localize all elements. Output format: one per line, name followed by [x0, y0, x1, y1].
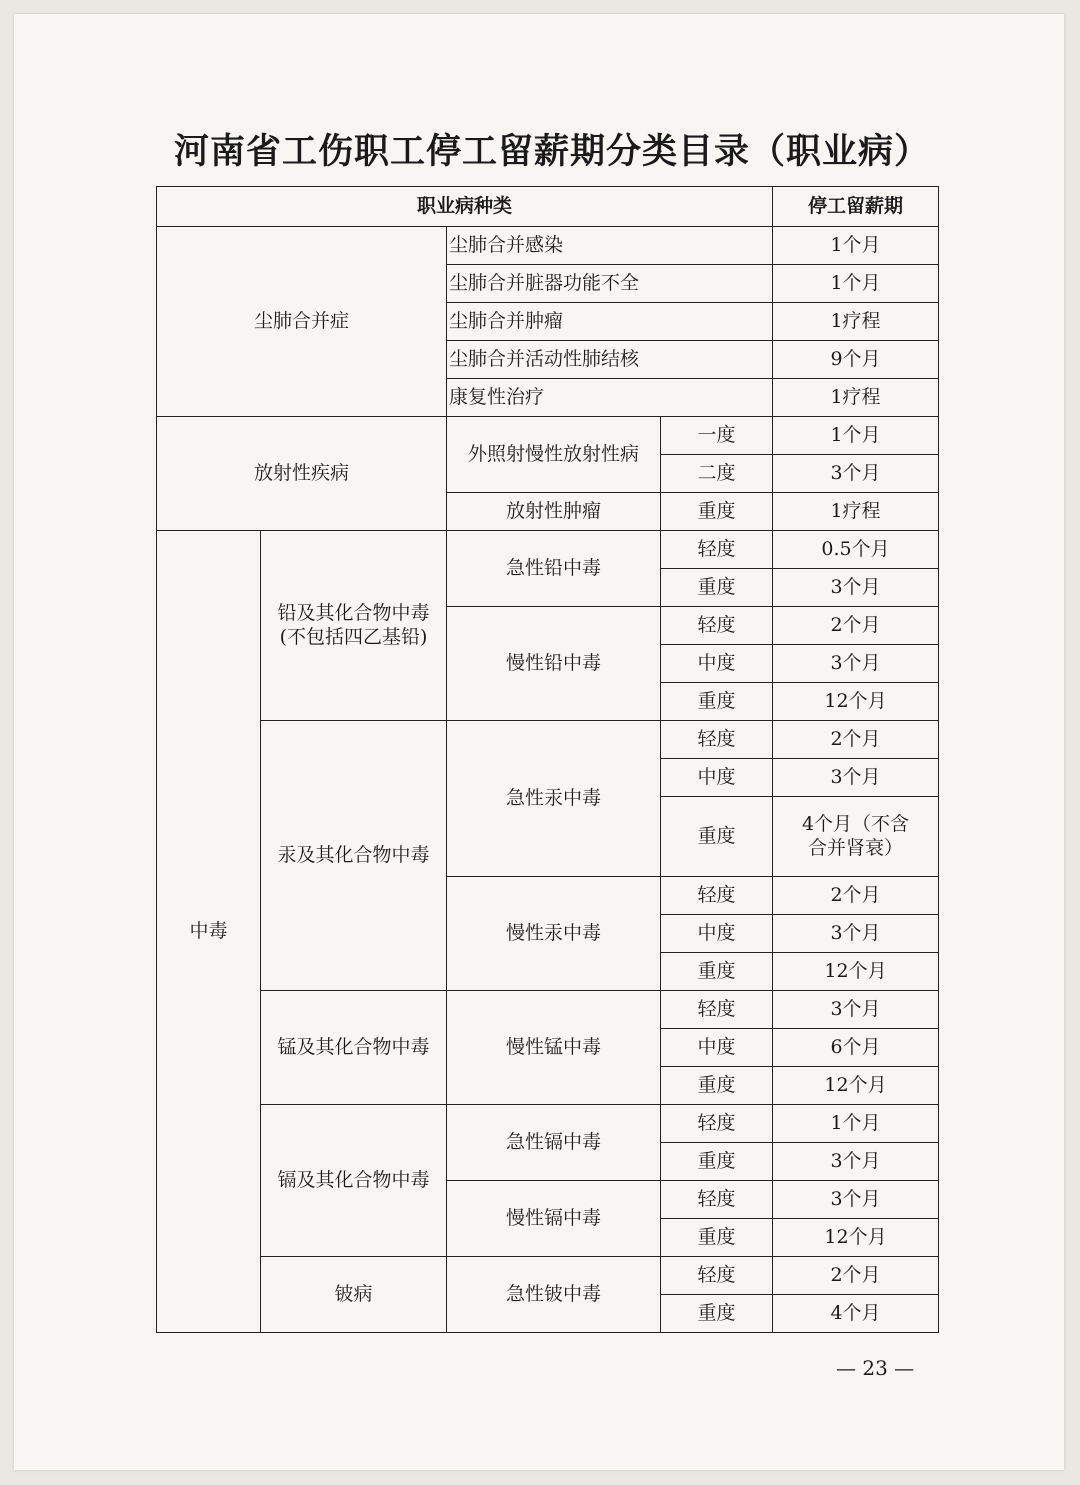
disease-name: 急性汞中毒 — [447, 721, 661, 877]
disease-name: 慢性镉中毒 — [447, 1181, 661, 1257]
table-row — [157, 531, 939, 569]
grade-value: 轻度 — [661, 1257, 773, 1295]
page-number: — 23 — — [836, 1356, 915, 1380]
document-title: 河南省工伤职工停工留薪期分类目录（职业病） — [174, 131, 931, 172]
grade-value: 重度 — [661, 1295, 773, 1333]
manganese-group: 锰及其化合物中毒 — [261, 991, 447, 1105]
lead-group: 铅及其化合物中毒 (不包括四乙基铅) — [261, 531, 447, 721]
period-value: 4个月 — [773, 1295, 939, 1333]
grade-value: 重度 — [661, 797, 773, 877]
grade-value: 轻度 — [661, 1181, 773, 1219]
grade-value: 重度 — [661, 569, 773, 607]
period-value: 3个月 — [773, 645, 939, 683]
table-row — [157, 1257, 939, 1295]
document-page — [14, 14, 1064, 1470]
grade-value: 中度 — [661, 759, 773, 797]
grade-value: 轻度 — [661, 1105, 773, 1143]
classification-table — [156, 186, 939, 1333]
poisoning-group: 中毒 — [157, 531, 261, 1333]
beryllium-group: 铍病 — [261, 1257, 447, 1333]
disease-name: 尘肺合并感染 — [447, 227, 773, 265]
disease-name: 慢性锰中毒 — [447, 991, 661, 1105]
period-value: 12个月 — [773, 1219, 939, 1257]
cadmium-group: 镉及其化合物中毒 — [261, 1105, 447, 1257]
period-value: 3个月 — [773, 569, 939, 607]
period-value: 1个月 — [773, 417, 939, 455]
grade-value: 重度 — [661, 683, 773, 721]
period-value: 12个月 — [773, 1067, 939, 1105]
pneumo-group: 尘肺合并症 — [157, 227, 447, 417]
period-value: 3个月 — [773, 759, 939, 797]
disease-name: 慢性铅中毒 — [447, 607, 661, 721]
grade-value: 一度 — [661, 417, 773, 455]
radiation-group: 放射性疾病 — [157, 417, 447, 531]
table-row — [157, 1105, 939, 1143]
disease-name: 尘肺合并肿瘤 — [447, 303, 773, 341]
period-value: 1疗程 — [773, 379, 939, 417]
period-value: 1个月 — [773, 1105, 939, 1143]
grade-value: 二度 — [661, 455, 773, 493]
period-value: 2个月 — [773, 721, 939, 759]
table-row — [157, 721, 939, 759]
period-value: 2个月 — [773, 1257, 939, 1295]
period-value: 3个月 — [773, 455, 939, 493]
period-value: 2个月 — [773, 607, 939, 645]
grade-value: 轻度 — [661, 607, 773, 645]
grade-value: 轻度 — [661, 877, 773, 915]
disease-name: 康复性治疗 — [447, 379, 773, 417]
grade-value: 重度 — [661, 493, 773, 531]
grade-value: 中度 — [661, 1029, 773, 1067]
period-value: 3个月 — [773, 915, 939, 953]
grade-value: 重度 — [661, 1219, 773, 1257]
table-row — [157, 991, 939, 1029]
period-value: 2个月 — [773, 877, 939, 915]
grade-value: 轻度 — [661, 991, 773, 1029]
grade-value: 轻度 — [661, 721, 773, 759]
grade-value: 重度 — [661, 953, 773, 991]
header-category: 职业病种类 — [157, 187, 773, 227]
period-value: 3个月 — [773, 1181, 939, 1219]
grade-value: 重度 — [661, 1143, 773, 1181]
period-value: 3个月 — [773, 1143, 939, 1181]
disease-name: 急性镉中毒 — [447, 1105, 661, 1181]
disease-name: 急性铍中毒 — [447, 1257, 661, 1333]
disease-name: 外照射慢性放射性病 — [447, 417, 661, 493]
disease-name: 尘肺合并脏器功能不全 — [447, 265, 773, 303]
period-value: 6个月 — [773, 1029, 939, 1067]
mercury-group: 汞及其化合物中毒 — [261, 721, 447, 991]
table-row — [157, 417, 939, 455]
period-value: 1个月 — [773, 227, 939, 265]
period-value: 9个月 — [773, 341, 939, 379]
grade-value: 中度 — [661, 645, 773, 683]
grade-value: 重度 — [661, 1067, 773, 1105]
period-value: 1疗程 — [773, 493, 939, 531]
grade-value: 轻度 — [661, 531, 773, 569]
disease-name: 尘肺合并活动性肺结核 — [447, 341, 773, 379]
period-value: 12个月 — [773, 683, 939, 721]
grade-value: 中度 — [661, 915, 773, 953]
disease-name: 急性铅中毒 — [447, 531, 661, 607]
disease-name: 放射性肿瘤 — [447, 493, 661, 531]
table-header-row — [157, 187, 939, 227]
header-period: 停工留薪期 — [773, 187, 939, 227]
period-value: 0.5个月 — [773, 531, 939, 569]
period-value: 1个月 — [773, 265, 939, 303]
period-value: 12个月 — [773, 953, 939, 991]
period-value: 4个月（不含 合并肾衰） — [773, 797, 939, 877]
period-value: 3个月 — [773, 991, 939, 1029]
period-value: 1疗程 — [773, 303, 939, 341]
table-row — [157, 227, 939, 265]
classification-table-wrapper — [156, 186, 939, 1333]
disease-name: 慢性汞中毒 — [447, 877, 661, 991]
